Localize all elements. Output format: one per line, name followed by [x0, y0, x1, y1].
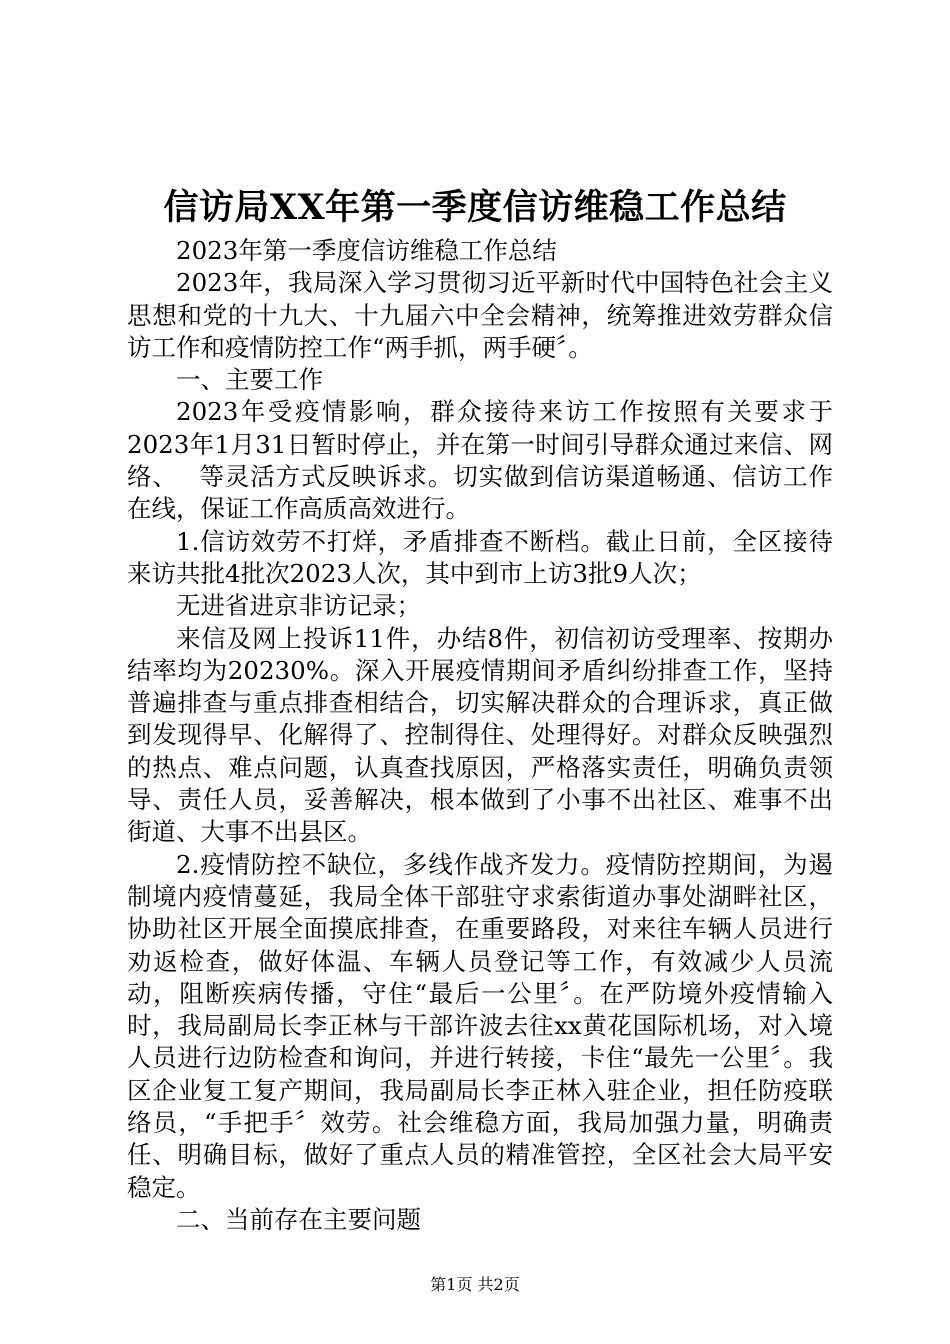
paragraph-item-2: 2.疫情防控不缺位，多线作战齐发力。疫情防控期间，为遏制境内疫情蔓延，我局全体干部驻守求索街道办事处湖畔社区，协助社区开展全面摸底排查，在重要路段，对来往车辆人员进行劝返检查，做好体温、车辆人员登记等工作，有效减少人员流动，阻断疾病传播，守住“最后一公里〞。在严防境外疫情输入时，我局副局长李正林与干部许波去往xx黄花国际机场，对入境人员进行边防检查和询问，并进行转接，卡住“最先一公里〞。我区企业复工复产期间，我局副局长李正林入驻企业，担任防疫联络员，“手把手〞效劳。社会维稳方面，我局加强力量，明确责任、明确目标，做好了重点人员的精准管控，全区社会大局平安稳定。 [127, 849, 833, 1202]
document-body [127, 235, 833, 1236]
page-footer: 第1页 共2页 [430, 1275, 520, 1294]
paragraph-intro: 2023年，我局深入学习贯彻习近平新时代中国特色社会主义思想和党的十九大、十九届六中全会精神，统筹推进效劳群众信访工作和疫情防控工作“两手抓，两手硬〞。 [127, 268, 833, 362]
paragraph-item-1: 1.信访效劳不打烊，矛盾排查不断档。截止日前，全区接待来访共批4批次2023人次，其中到市上访3批9人次； [127, 526, 833, 588]
paragraph-epidemic-impact: 2023年受疫情影响，群众接待来访工作按照有关要求于2023年1月31日暂时停止，并在第一时间引导群众通过来信、网络、 等灵活方式反映诉求。切实做到信访渠道畅通、信访工作在线，保证工作高质高效进行。 [127, 397, 833, 524]
section-heading-main-work: 一、主要工作 [176, 365, 323, 395]
paragraph-complaints: 来信及网上投诉11件，办结8件，初信初访受理率、按期办结率均为20230%。深入开展疫情期间矛盾纠纷排查工作，坚持普遍排查与重点排查相结合，切实解决群众的合理诉求，真正做到发现得早、化解得了、控制得住、处理得好。对群众反映强烈的热点、难点问题，认真查找原因，严格落实责任，明确负责领导、责任人员，妥善解决，根本做到了小事不出社区、难事不出街道、大事不出县区。 [127, 623, 833, 847]
document-title: 信访局XX年第一季度信访维稳工作总结 [163, 187, 787, 228]
paragraph-no-record: 无进省进京非访记录； [176, 591, 421, 621]
section-heading-problems: 二、当前存在主要问题 [176, 1204, 421, 1234]
paragraph-subtitle: 2023年第一季度信访维稳工作总结 [176, 236, 557, 265]
